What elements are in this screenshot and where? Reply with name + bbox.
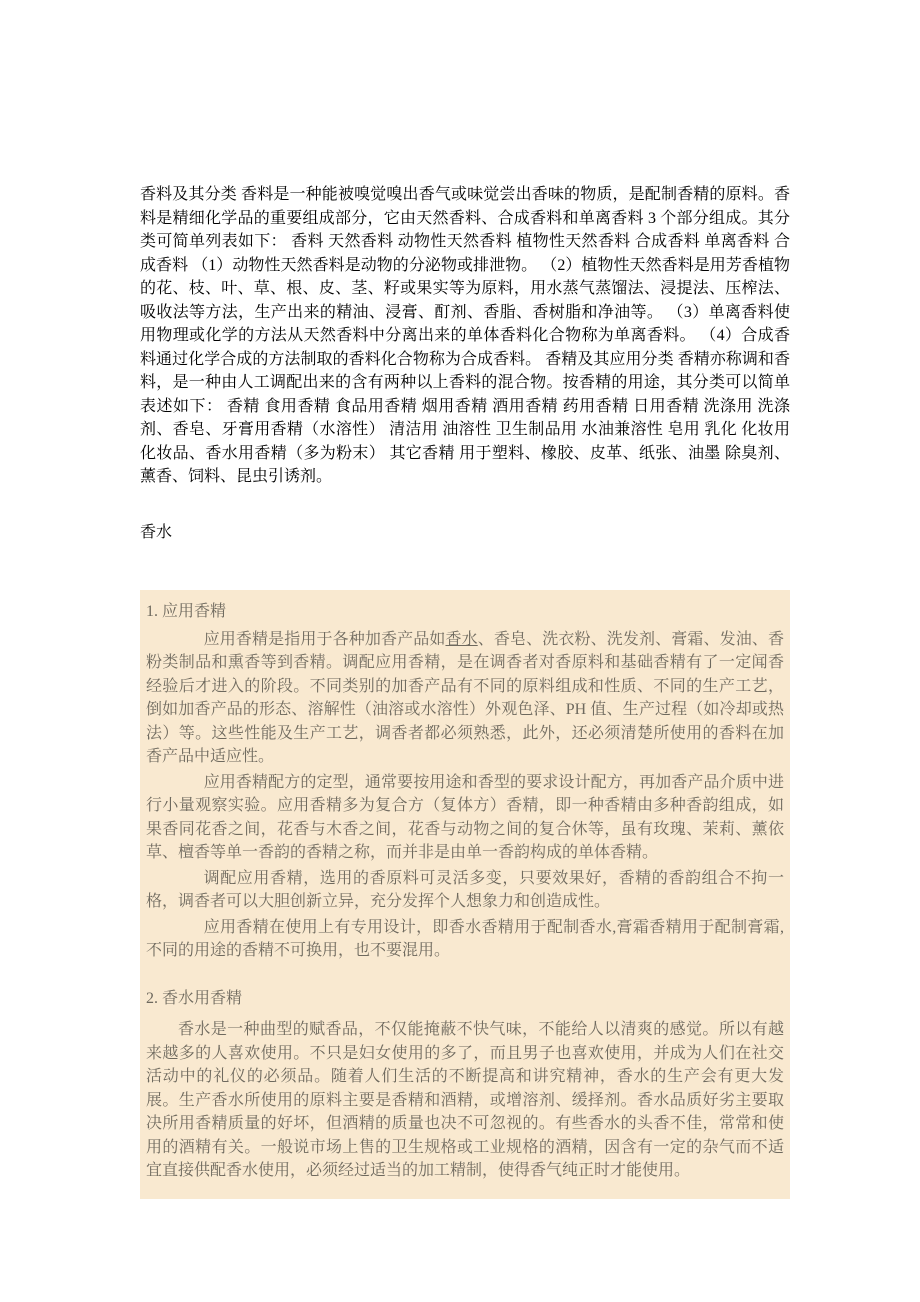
section1-title: 1. 应用香精 [146,603,227,620]
section2-paragraph-1: 香水是一种曲型的赋香品，不仅能掩蔽不快气味，不能给人以清爽的感觉。所以有越来越多的人喜欢使用。不只是妇女使用的多了，而且男子也喜欢使用，并成为人们在社交活动中的礼仪的必须品。随着人们生活的不断提高和讲究精神，香水的生产会有更大发展。生产香水所使用的原料主要是香精和酒精，或增溶剂、缓择剂。香水品质好劣主要取决所用香精质量的好坏，但酒精的质量也决不可忽视的。有些香水的头香不佳，常常和使用的酒精有关。一般说市场上售的卫生规格或工业规格的酒精，因含有一定的杂气而不适宜直接供配香水使用，必须经过适当的加工精制，使得香气纯正时才能使用。 [146,1021,784,1179]
section1-paragraph-2: 应用香精配方的定型，通常要按用途和香型的要求设计配方，再加香产品介质中进行小量观察实验。应用香精多为复合方（复体方）香精，即一种香精由多种香韵组成，如果香同花香之间，花香与木香之间，花香与动物之间的复合休等，虽有玫瑰、茉莉、薰依草、檀香等单一香韵的香精之称，而并非是由单一香韵构成的单体香精。 [146,773,784,861]
intro-paragraph: 香料及其分类 香料是一种能被嗅觉嗅出香气或味觉尝出香味的物质，是配制香精的原料。香料是精细化学品的重要组成部分，它由天然香料、合成香料和单离香料 3 个部分组成。其分类可简单列表如下： 香料 天然香料 动物性天然香料 植物性天然香料 合成香料 单离香料 合成香料 （1）动物性天然香料是动物的分泌物或排泄物。 （2）植物性天然香料是用芳香植物的花、枝、叶、草、根、皮、茎、籽或果实等为原料，用水蒸气蒸馏法、浸提法、压榨法、吸收法等方法，生产出来的精油、浸膏、酊剂、香脂、香树脂和净油等。 （3）单离香料使用物理或化学的方法从天然香料中分离出来的单体香料化合物称为单离香料。 （4）合成香料通过化学合成的方法制取的香料化合物称为合成香料。 香精及其应用分类 香精亦称调和香料，是一种由人工调配出来的含有两种以上香料的混合物。按香精的用途，其分类可以简单表述如下： 香精 食用香精 食品用香精 烟用香精 酒用香精 药用香精 日用香精 洗涤用 洗涤剂、香皂、牙膏用香精（水溶性） 清洁用 油溶性 卫生制品用 水油兼溶性 皂用 乳化 化妆用 化妆品、香水用香精（多为粉末） 其它香精 用于塑料、橡胶、皮革、纸张、油墨 除臭剂、薰香、饲料、昆虫引诱剂。 [140,186,790,485]
paragraph-text-before-link: 应用香精是指用于各种加香产品如 [203,630,446,648]
section2-title: 2. 香水用香精 [146,989,243,1007]
paragraph-text-after-link: 、香皂、洗衣粉、洗发剂、膏霜、发油、香粉类制品和熏香等到香精。调配应用香精，是在调香者对香原料和基础香精有了一定闻香经验后才进入的阶段。不同类别的加香产品有不同的原料组成和性质、不同的生产工艺，倒如加香产品的形态、溶解性（油溶或水溶性）外观色泽、PH 值、生产过程（如冷却或热法）等。这些性能及生产工艺，调香者都必须熟悉，此外，还必须清楚所使用的香料在加香产品中适应性。 [146,630,784,765]
section1-paragraph-4: 应用香精在使用上有专用设计，即香水香精用于配制香水,膏霜香精用于配制膏霜,不同的用途的香精不可换用，也不要混用。 [146,918,784,959]
essence-panel [140,590,790,1199]
section1-paragraph-1 [146,628,784,769]
perfume-heading: 香水 [140,523,173,541]
perfume-link[interactable]: 香水 [445,630,478,648]
section1-paragraph-3: 调配应用香精，选用的香原料可灵活多变，只要效果好，香精的香韵组合不拘一格，调香者可以大胆创新立异，充分发挥个人想象力和创造成性。 [146,869,784,910]
